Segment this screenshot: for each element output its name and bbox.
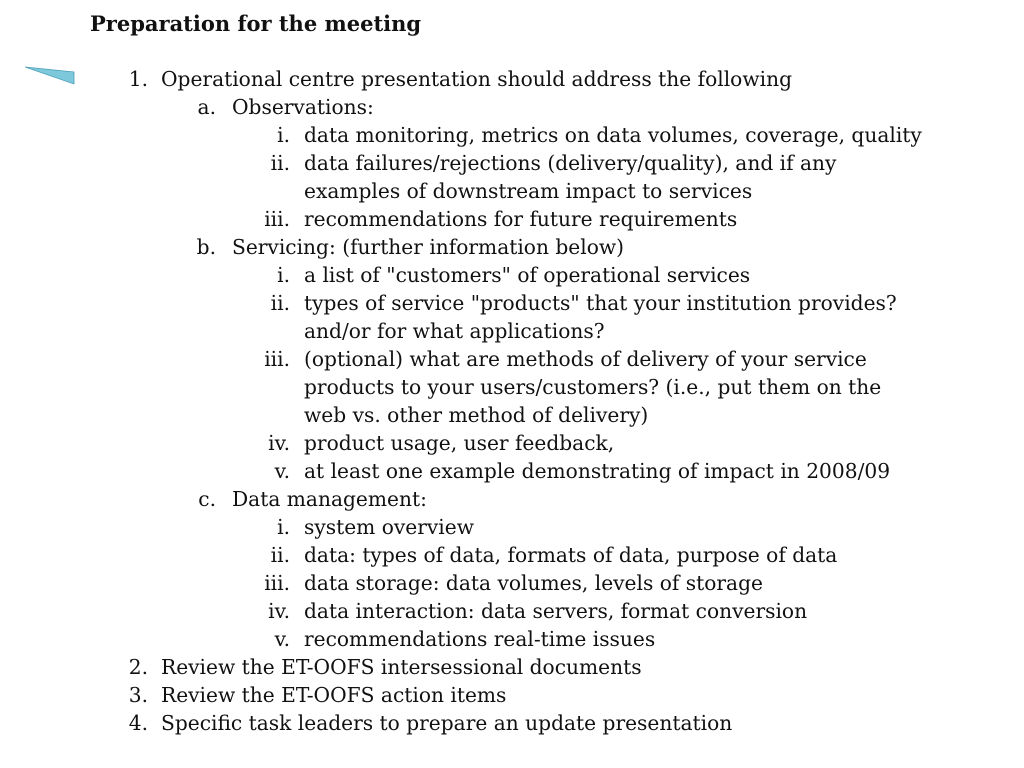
- list-item-text: recommendations for future requirements: [304, 207, 738, 231]
- list-item-text: (optional) what are methods of delivery of your service: [304, 347, 867, 371]
- list-marker: 4.: [128, 711, 148, 735]
- list-item-text: Operational centre presentation should address the following: [161, 67, 792, 91]
- list-item-text: product usage, user feedback,: [304, 431, 615, 455]
- list-item-text: types of service "products" that your institution provides?: [304, 291, 897, 315]
- list-item-text: recommendations real-time issues: [304, 627, 656, 651]
- list-marker: iii.: [264, 207, 290, 231]
- list-marker: v.: [274, 627, 290, 651]
- list-item-text: at least one example demonstrating of impact in 2008/09: [304, 459, 891, 483]
- list-marker: iv.: [268, 599, 290, 623]
- list-marker: i.: [277, 515, 290, 539]
- list-marker: iv.: [268, 431, 290, 455]
- pointer-arrow-icon: [25, 63, 75, 85]
- list-marker: iii.: [264, 571, 290, 595]
- list-item-text: products to your users/customers? (i.e., put them on the: [304, 375, 882, 399]
- list-marker: ii.: [270, 151, 290, 175]
- list-item-text: examples of downstream impact to services: [304, 179, 753, 203]
- list-marker: 1.: [128, 67, 148, 91]
- list-item-text: data: types of data, formats of data, purpose of data: [304, 543, 838, 567]
- list-item-text: Review the ET-OOFS action items: [161, 683, 507, 707]
- list-item-text: and/or for what applications?: [304, 319, 605, 343]
- list-marker: c.: [198, 487, 216, 511]
- list-item-text: data storage: data volumes, levels of storage: [304, 571, 763, 595]
- list-item-text: Specific task leaders to prepare an update presentation: [161, 711, 733, 735]
- list-marker: 3.: [128, 683, 148, 707]
- list-marker: b.: [196, 235, 216, 259]
- list-item-text: data monitoring, metrics on data volumes, coverage, quality: [304, 123, 922, 147]
- list-item-text: Servicing: (further information below): [232, 235, 625, 259]
- list-item-text: Observations:: [232, 95, 374, 119]
- list-item-text: web vs. other method of delivery): [304, 403, 649, 427]
- list-item-text: data failures/rejections (delivery/quality), and if any: [304, 151, 837, 175]
- list-marker: i.: [277, 123, 290, 147]
- list-marker: i.: [277, 263, 290, 287]
- list-item-text: Data management:: [232, 487, 427, 511]
- list-marker: iii.: [264, 347, 290, 371]
- list-item-text: Review the ET-OOFS intersessional documents: [161, 655, 642, 679]
- list-item-text: a list of "customers" of operational services: [304, 263, 751, 287]
- list-marker: ii.: [270, 543, 290, 567]
- slide-title: Preparation for the meeting: [90, 11, 422, 36]
- list-marker: a.: [197, 95, 216, 119]
- list-item-text: system overview: [304, 515, 474, 539]
- list-marker: ii.: [270, 291, 290, 315]
- list-item-text: data interaction: data servers, format conversion: [304, 599, 808, 623]
- list-marker: v.: [274, 459, 290, 483]
- list-marker: 2.: [128, 655, 148, 679]
